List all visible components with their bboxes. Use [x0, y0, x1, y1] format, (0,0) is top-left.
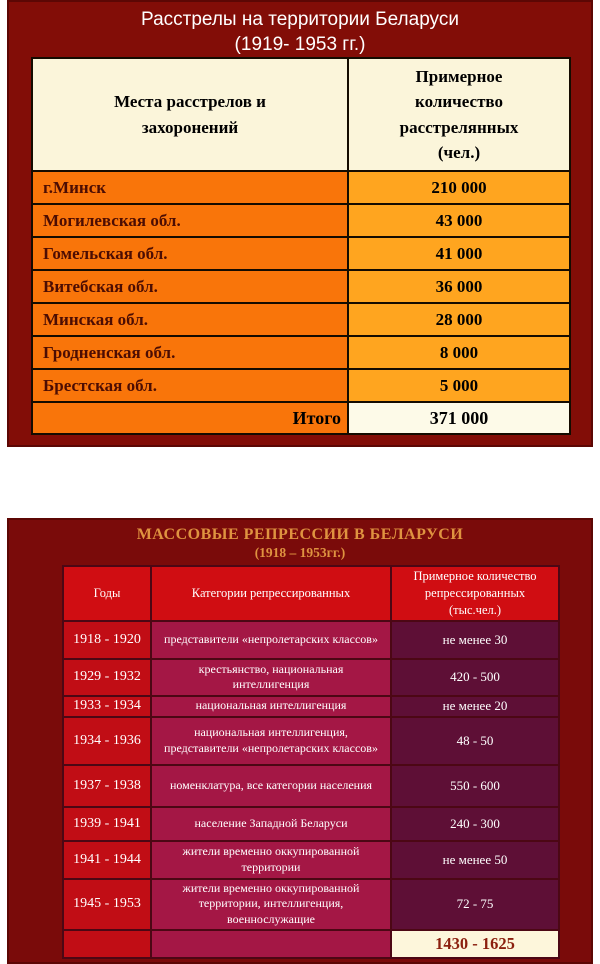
slide2-title-line2: (1918 – 1953гг.) [254, 545, 346, 560]
table-header-row [63, 566, 559, 621]
table-row [63, 659, 559, 696]
table-row [32, 369, 570, 402]
slide1-title [9, 7, 591, 57]
table-row [63, 841, 559, 879]
slide1-title-line1: Расстрелы на территории Беларуси [141, 9, 459, 30]
place-cell: Витебская обл. [32, 270, 348, 303]
table-row [63, 717, 559, 765]
category-cell: население Западной Беларуси [151, 807, 391, 841]
place-cell: г.Минск [32, 171, 348, 204]
slide-repressions [7, 518, 593, 964]
count-cell: 550 - 600 [391, 765, 559, 807]
years-cell: 1941 - 1944 [63, 841, 151, 879]
table-row [63, 696, 559, 717]
slide1-title-line2: (1919- 1953 гг.) [234, 34, 366, 56]
repressions-table [62, 565, 560, 959]
category-cell: представители «непролетарских классов» [151, 621, 391, 659]
category-cell: крестьянство, национальная интеллигенция [151, 659, 391, 696]
header-places-label: Места расстрелов и захоронений [114, 92, 266, 137]
category-cell: жители временно оккупированной территории, интеллигенция, военнослужащие [151, 879, 391, 930]
count-cell: не менее 30 [391, 621, 559, 659]
count-cell: 420 - 500 [391, 659, 559, 696]
years-cell: 1918 - 1920 [63, 621, 151, 659]
count-cell: 72 - 75 [391, 879, 559, 930]
table-row [32, 171, 570, 204]
count-cell: 240 - 300 [391, 807, 559, 841]
place-cell: Минская обл. [32, 303, 348, 336]
empty-years-cell [63, 930, 151, 958]
count-cell: 36 000 [348, 270, 570, 303]
place-cell: Гродненская обл. [32, 336, 348, 369]
slide-executions [7, 0, 593, 447]
years-cell: 1934 - 1936 [63, 717, 151, 765]
header-approx-count-label: Примерное количество репрессированных (тыс.чел.) [413, 569, 537, 617]
years-cell: 1939 - 1941 [63, 807, 151, 841]
header-count [348, 58, 570, 171]
table-total-row [63, 930, 559, 958]
count-cell: 48 - 50 [391, 717, 559, 765]
category-cell: номенклатура, все категории населения [151, 765, 391, 807]
count-cell: 41 000 [348, 237, 570, 270]
place-cell: Гомельская обл. [32, 237, 348, 270]
table-row [32, 237, 570, 270]
years-cell: 1937 - 1938 [63, 765, 151, 807]
total-value-cell: 371 000 [348, 402, 570, 434]
count-cell: не менее 20 [391, 696, 559, 717]
years-cell: 1929 - 1932 [63, 659, 151, 696]
executions-table [31, 57, 571, 435]
years-cell: 1933 - 1934 [63, 696, 151, 717]
empty-category-cell [151, 930, 391, 958]
category-cell: жители временно оккупированной территории [151, 841, 391, 879]
header-years: Годы [63, 566, 151, 621]
table-header-row [32, 58, 570, 171]
count-cell: 5 000 [348, 369, 570, 402]
slide2-title-line1: МАССОВЫЕ РЕПРЕССИИ В БЕЛАРУСИ [136, 526, 464, 543]
table-row [63, 765, 559, 807]
years-cell: 1945 - 1953 [63, 879, 151, 930]
header-count-label: Примерное количество расстрелянных (чел.) [399, 66, 519, 162]
place-cell: Брестская обл. [32, 369, 348, 402]
table-row [32, 336, 570, 369]
table-row [63, 879, 559, 930]
category-cell: национальная интеллигенция, представители «непролетарских классов» [151, 717, 391, 765]
count-cell: не менее 50 [391, 841, 559, 879]
table-row [32, 270, 570, 303]
table-row [32, 204, 570, 237]
count-cell: 210 000 [348, 171, 570, 204]
total-label-cell: Итого [32, 402, 348, 434]
category-cell: национальная интеллигенция [151, 696, 391, 717]
header-approx-count [391, 566, 559, 621]
header-categories: Категории репрессированных [151, 566, 391, 621]
table-row [63, 807, 559, 841]
place-cell: Могилевская обл. [32, 204, 348, 237]
count-cell: 8 000 [348, 336, 570, 369]
table-row [63, 621, 559, 659]
count-cell: 28 000 [348, 303, 570, 336]
count-cell: 43 000 [348, 204, 570, 237]
total-value-cell: 1430 - 1625 [391, 930, 559, 958]
header-places [32, 58, 348, 171]
table-row [32, 303, 570, 336]
table-total-row [32, 402, 570, 434]
